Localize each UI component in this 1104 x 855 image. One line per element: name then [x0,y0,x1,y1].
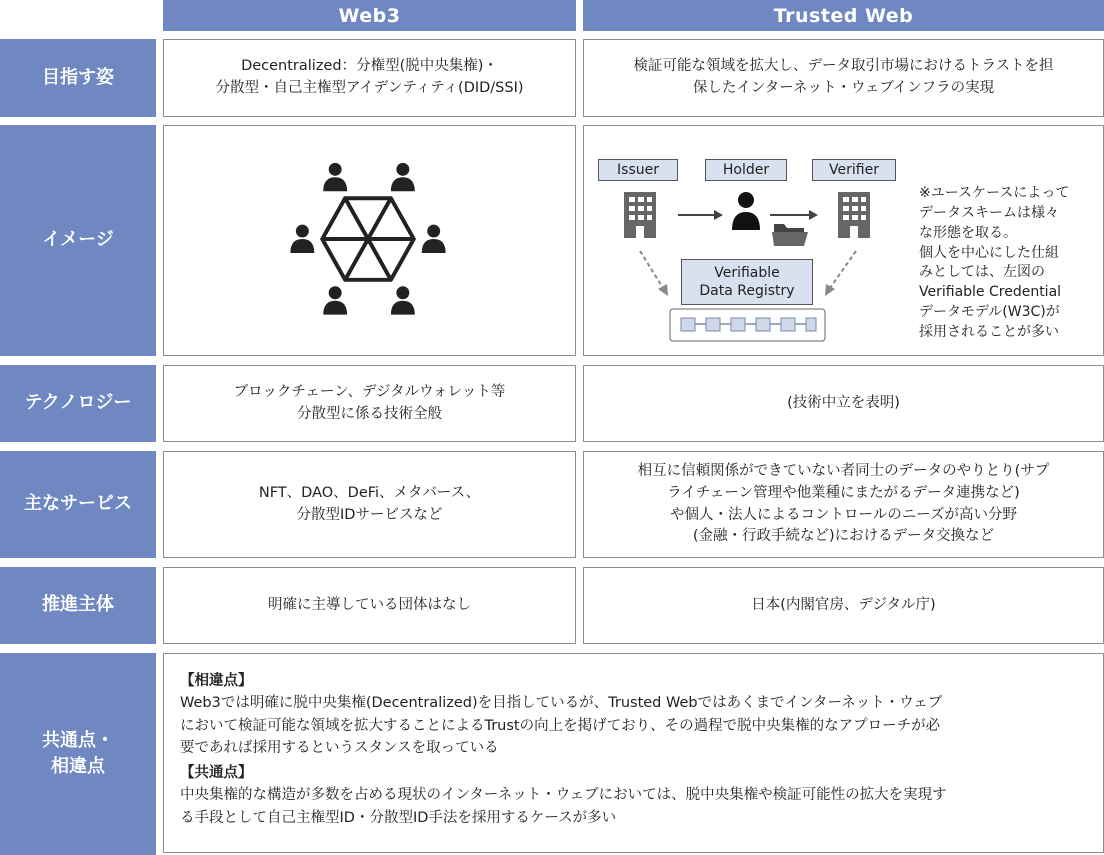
issuer-tag: Issuer [598,159,678,181]
arrow-holder-to-verifier [770,210,818,220]
common-points-title: 【共通点】 [180,764,253,781]
header-web3-label: Web3 [338,4,401,27]
cell-promoter-trusted-web: 日本(内閣官房、デジタル庁) [583,567,1104,644]
person-icon-top-right [391,163,415,191]
header-trusted-web-label: Trusted Web [773,4,914,27]
row-label-summary: 共通点・ 相違点 [0,653,156,855]
person-icon-left [290,225,314,253]
person-icon-right [422,225,446,253]
verifier-tag: Verifier [812,159,896,181]
person-icon-bottom-right [391,286,415,314]
folder-icon [772,224,808,246]
differences-title: 【相違点】 [180,673,253,689]
cell-promoter-web3: 明確に主導している団体はなし [163,567,576,644]
arrow-issuer-to-holder [678,210,723,220]
cell-image-web3 [163,125,576,356]
hexagon-network [322,198,414,280]
cell-technology-web3: ブロックチェーン、デジタルウォレット等 分散型に係る技術全般 [163,365,576,442]
person-icon-top-left [323,163,347,191]
header-web3 [163,0,576,31]
cell-goal-trusted-web: 検証可能な領域を拡大し、データ取引市場におけるトラストを担 保したインターネット・ウェブインフラの実現 [583,39,1104,117]
row-label-technology: テクノロジー [0,365,156,442]
image-note: ※ユースケースによって データスキームは様々 な形態を取る。 個人を中心にした仕組 みとしては、左図の Verifiable Credential データモデル(W3C)が 採用されることが多い [919,184,1070,340]
decentralized-network-diagram [164,125,575,356]
verifiable-data-registry-box: Verifiable Data Registry [681,259,813,305]
row-label-image: イメージ [0,125,156,356]
cell-summary [163,653,1104,853]
cell-services-trusted-web: 相互に信頼関係ができていない者同士のデータのやりとり(サプ ライチェーン管理や他業種にまたがるデータ連携など) や個人・法人によるコントロールのニーズが高い分野 (金融・行政手続など)におけるデータ交換など [583,451,1104,558]
row-label-goal: 目指す姿 [0,39,156,117]
holder-person-icon [732,192,760,230]
holder-tag: Holder [705,159,787,181]
person-icon-bottom-left [323,286,347,314]
row-label-services: 主なサービス [0,451,156,558]
common-points-body: 中央集権的な構造が多数を占める現状のインターネット・ウェブにおいては、脱中央集権や検証可能性の拡大を実現す る手段として自己主権型ID・分散型ID手法を採用するケースが多い [180,787,947,826]
cell-services-web3: NFT、DAO、DeFi、メタバース、 分散型IDサービスなど [163,451,576,558]
vc-flow-diagram [584,126,914,357]
cell-goal-web3: Decentralized：分権型(脱中央集権)・ 分散型・自己主権型アイデンティティ(DID/SSI) [163,39,576,117]
dashed-arrow-issuer-to-registry [640,251,668,296]
header-trusted-web [583,0,1104,31]
cell-technology-trusted-web: (技術中立を表明) [583,365,1104,442]
blockchain-icon [670,309,825,341]
differences-body: Web3では明確に脱中央集権(Decentralized)を目指しているが、Trusted Webではあくまでインターネット・ウェブ において検証可能な領域を拡大することによるTrustの向上を掲げており、その過程で脱中央集権的なアプローチが必 要であれば採用するというスタンスを取っている [180,695,943,757]
dashed-arrow-verifier-to-registry [825,251,856,296]
summary-content [180,670,947,829]
cell-image-trusted-web [583,125,1104,356]
row-label-promoter: 推進主体 [0,567,156,644]
